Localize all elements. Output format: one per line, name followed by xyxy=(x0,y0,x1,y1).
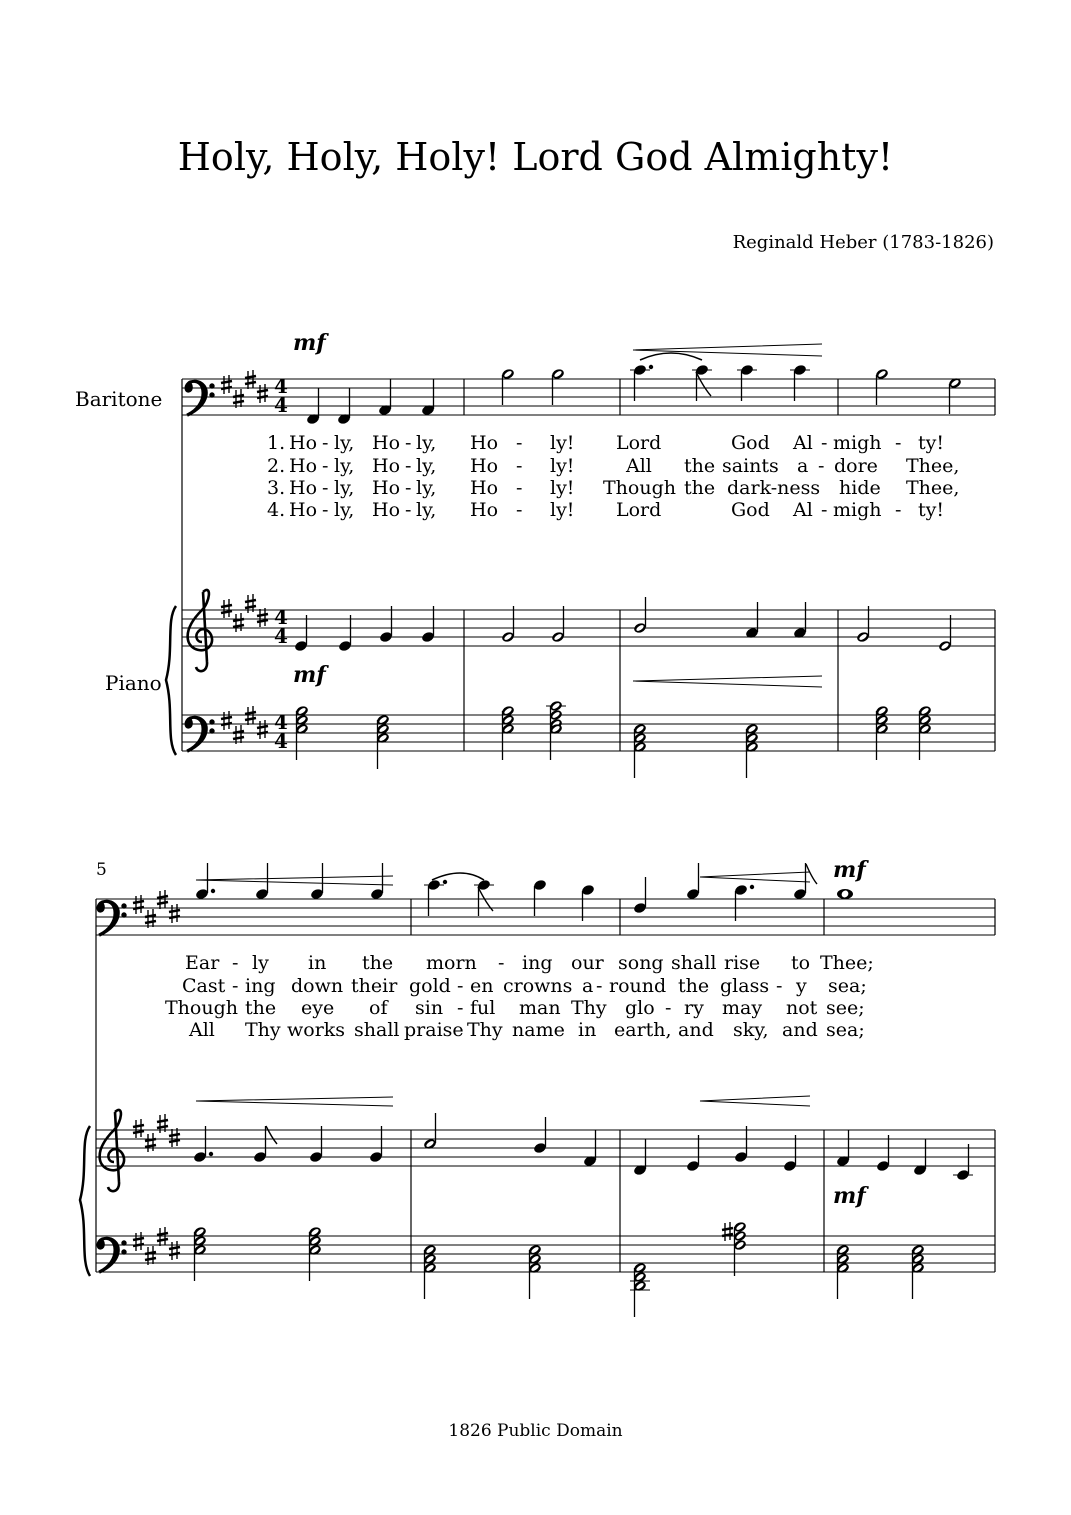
lyric-syllable: migh xyxy=(833,499,882,521)
lyric-syllable: ly, xyxy=(416,477,437,499)
lyric-syllable: morn xyxy=(426,952,477,974)
lyric-syllable: Cast xyxy=(182,975,226,997)
lyric-syllable: ly, xyxy=(334,477,355,499)
lyric-syllable: ly! xyxy=(550,455,575,477)
lyric-syllable: - xyxy=(322,477,329,499)
lyric-syllable: Al xyxy=(793,499,813,521)
lyric-syllable: migh xyxy=(833,432,882,454)
lyric-syllable: sea; xyxy=(826,1019,865,1041)
lyric-syllable: sea; xyxy=(828,975,867,997)
lyric-syllable: rise xyxy=(724,952,761,974)
lyric-syllable: Ho xyxy=(470,455,499,477)
lyric-syllable: the xyxy=(684,455,716,477)
lyric-syllable: - xyxy=(596,975,603,997)
lyric-syllable: a xyxy=(582,975,594,997)
lyric-syllable: the xyxy=(684,477,716,499)
lyric-syllable: ly, xyxy=(416,499,437,521)
lyric-syllable: glo xyxy=(625,997,655,1019)
lyric-syllable: - xyxy=(457,975,464,997)
lyric-syllable: the xyxy=(362,952,394,974)
lyric-syllable: Ho xyxy=(289,432,318,454)
barlines xyxy=(182,379,995,751)
lyric-syllable: earth, xyxy=(614,1019,672,1041)
time-sig-den: 4 xyxy=(274,729,288,753)
lyric-syllable: Ho xyxy=(289,477,318,499)
lyric-syllable: - xyxy=(516,455,523,477)
time-sig-num: 4 xyxy=(274,605,288,629)
note-head xyxy=(722,1222,733,1241)
lyric-syllable: Ho xyxy=(470,432,499,454)
lyric-syllable: Lord xyxy=(616,499,662,521)
lyric-syllable: - xyxy=(322,455,329,477)
lyric-syllable: round xyxy=(609,975,667,997)
lyric-syllable: their xyxy=(351,975,398,997)
lyric-syllable: ly! xyxy=(550,499,575,521)
lyric-syllable: - xyxy=(516,499,523,521)
lyric-syllable: Ho xyxy=(372,477,401,499)
lyric-syllable: - xyxy=(405,432,412,454)
baritone-staff xyxy=(182,379,995,415)
lyric-syllable: ty! xyxy=(918,499,945,521)
lyric-syllable: see; xyxy=(826,997,865,1019)
lyric-syllable: Thee; xyxy=(820,952,874,974)
lyric-syllable: en xyxy=(470,975,494,997)
lyric-syllable: 2. xyxy=(267,455,286,477)
lyric-syllable: - xyxy=(232,975,239,997)
lyric-syllable: ry xyxy=(684,997,704,1019)
lyric-syllable: ly, xyxy=(416,455,437,477)
lyric-syllable: works xyxy=(287,1019,346,1041)
lyric-syllable: Though xyxy=(603,477,676,499)
instrument-label-baritone: Baritone xyxy=(75,387,163,411)
lyric-syllable: dore xyxy=(834,455,878,477)
system-2 xyxy=(80,890,995,1276)
lyric-syllable: - xyxy=(516,477,523,499)
lyric-syllable: the xyxy=(245,997,277,1019)
lyric-syllable: ing xyxy=(522,952,553,974)
lyric-syllable: our xyxy=(571,952,604,974)
time-sig-num: 4 xyxy=(274,710,288,734)
lyric-syllable: a xyxy=(797,455,809,477)
lyric-syllable: ing xyxy=(245,975,276,997)
lyric-syllable: down xyxy=(291,975,344,997)
lyric-syllable: shall xyxy=(671,952,717,974)
lyric-syllable: may xyxy=(722,997,763,1019)
lyric-syllable: Ho xyxy=(289,499,318,521)
lyric-syllable: the xyxy=(678,975,710,997)
lyric-syllable: sky, xyxy=(733,1019,769,1041)
dynamic-mf: mf xyxy=(293,330,326,356)
time-sig-num: 4 xyxy=(274,374,288,398)
lyric-syllable: - xyxy=(818,455,825,477)
lyric-syllable: Ho xyxy=(372,499,401,521)
lyric-syllable: eye xyxy=(301,997,335,1019)
copyright-footer: 1826 Public Domain xyxy=(448,1421,623,1441)
lyric-syllable: - xyxy=(821,499,828,521)
lyric-syllable: ly! xyxy=(550,432,575,454)
lyric-syllable: - xyxy=(405,455,412,477)
lyric-syllable: - xyxy=(665,997,672,1019)
lyric-syllable: 3. xyxy=(267,477,286,499)
lyric-syllable: hide xyxy=(839,477,881,499)
lyric-syllable: ly xyxy=(252,952,269,974)
lyric-syllable: ly, xyxy=(416,432,437,454)
lyric-syllable: God xyxy=(731,499,770,521)
lyric-syllable: name xyxy=(512,1019,565,1041)
lyric-syllable: Thy xyxy=(245,1019,281,1041)
lyric-syllable: - xyxy=(322,499,329,521)
lyric-syllable: y xyxy=(796,975,807,997)
lyric-syllable: of xyxy=(369,997,388,1019)
lyric-syllable: Ho xyxy=(372,432,401,454)
ties xyxy=(432,353,702,880)
notes xyxy=(193,364,973,1317)
lyric-syllable: Thee, xyxy=(906,455,960,477)
lyric-syllable: - xyxy=(895,499,902,521)
time-signatures xyxy=(274,374,288,753)
lyric-syllable: - xyxy=(405,499,412,521)
lyric-syllable: Ho xyxy=(372,455,401,477)
composer-credit: Reginald Heber (1783-1826) xyxy=(732,232,994,253)
lyric-syllable: crowns xyxy=(503,975,573,997)
time-sig-den: 4 xyxy=(274,624,288,648)
lyric-syllable: - xyxy=(232,952,239,974)
lyric-syllable: Thy xyxy=(571,997,607,1019)
lyric-syllable: not xyxy=(786,997,818,1019)
lyric-syllable: man xyxy=(519,997,561,1019)
lyric-syllable: Thee, xyxy=(906,477,960,499)
dynamic-mf: mf xyxy=(833,857,866,883)
lyric-syllable: and xyxy=(678,1019,714,1041)
dynamic-mf: mf xyxy=(833,1183,866,1209)
lyric-syllable: Though xyxy=(165,997,238,1019)
page-title: Holy, Holy, Holy! Lord God Almighty! xyxy=(177,135,894,179)
lyric-syllable: Ho xyxy=(289,455,318,477)
lyric-syllable: Al xyxy=(793,432,813,454)
lyric-syllable: 1. xyxy=(267,432,286,454)
lyric-syllable: sin xyxy=(415,997,444,1019)
lyric-syllable: to xyxy=(791,952,811,974)
note-head xyxy=(837,889,853,899)
time-sig-den: 4 xyxy=(274,393,288,417)
lyric-syllable: Thy xyxy=(467,1019,503,1041)
lyric-syllable: - xyxy=(457,997,464,1019)
lyric-syllable: - xyxy=(516,432,523,454)
lyric-syllable: Ear xyxy=(185,952,220,974)
piano-treble-staff xyxy=(182,610,995,646)
lyric-syllable: - xyxy=(322,432,329,454)
lyric-syllable: in xyxy=(578,1019,597,1041)
instrument-label-piano: Piano xyxy=(105,671,162,695)
lyric-syllable: shall xyxy=(354,1019,400,1041)
lyric-syllable: ful xyxy=(470,997,496,1019)
lyric-syllable: - xyxy=(776,975,783,997)
lyric-syllable: ly, xyxy=(334,455,355,477)
piano-brace xyxy=(166,606,176,755)
lyric-syllable: ly, xyxy=(334,432,355,454)
lyric-syllable: in xyxy=(308,952,327,974)
lyric-syllable: glass xyxy=(720,975,770,997)
system-1 xyxy=(166,370,995,755)
lyric-syllable: Ho xyxy=(470,477,499,499)
lyric-syllable: - xyxy=(821,432,828,454)
lyric-syllable: song xyxy=(618,952,664,974)
lyric-syllable: gold xyxy=(409,975,451,997)
lyric-syllable: God xyxy=(731,432,770,454)
lyric-syllable: saints xyxy=(722,455,779,477)
lyric-syllable: praise xyxy=(404,1019,464,1041)
lyric-syllable: - xyxy=(405,477,412,499)
lyric-syllable: - xyxy=(895,432,902,454)
lyric-syllable: ly, xyxy=(334,499,355,521)
lyric-syllable: 4. xyxy=(267,499,286,521)
lyric-syllable: All xyxy=(189,1019,215,1041)
lyric-syllable: All xyxy=(626,455,652,477)
lyric-syllable: Lord xyxy=(616,432,662,454)
lyric-syllable: ty! xyxy=(918,432,945,454)
lyric-syllable: - xyxy=(498,952,505,974)
lyric-syllable: Ho xyxy=(470,499,499,521)
lyric-syllable: dark-ness xyxy=(727,477,821,499)
dynamic-mf: mf xyxy=(293,662,326,688)
measure-number: 5 xyxy=(96,860,107,880)
lyric-syllable: ly! xyxy=(550,477,575,499)
lyric-syllable: and xyxy=(782,1019,818,1041)
